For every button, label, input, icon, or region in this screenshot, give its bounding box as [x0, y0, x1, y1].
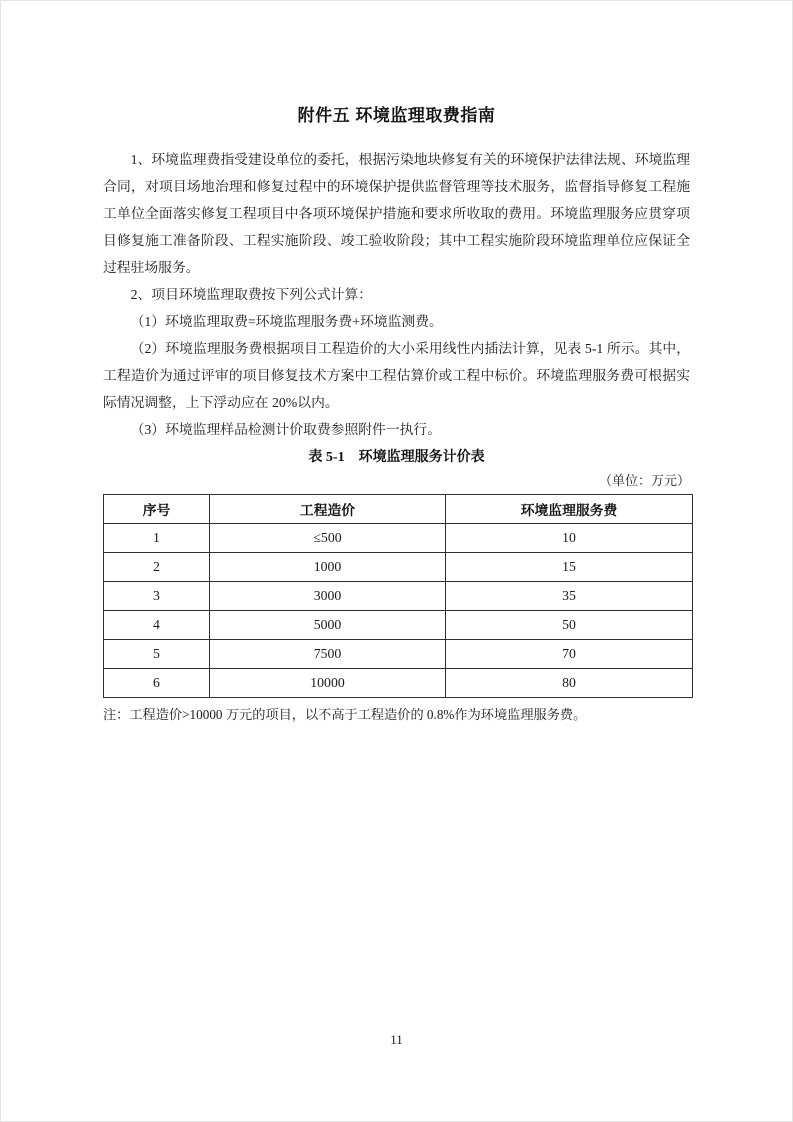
paragraph-formula-item-2: （2）环境监理服务费根据项目工程造价的大小采用线性内插法计算，见表 5-1 所示。其中，工程造价为通过评审的项目修复技术方案中工程估算价或工程中标价。环境监理服务费可根据实际情况调整，上下浮动应在 20%以内。	[103, 341, 690, 410]
cell-supervision-fee: 80	[446, 669, 693, 698]
cell-supervision-fee: 15	[446, 553, 693, 582]
table-note: 注：工程造价>10000 万元的项目，以不高于工程造价的 0.8%作为环境监理服务费。	[103, 707, 587, 722]
paragraph-formula-item-1: （1）环境监理取费=环境监理服务费+环境监测费。	[130, 314, 443, 329]
document-title: 附件五 环境监理取费指南	[297, 106, 496, 125]
cell-supervision-fee: 70	[446, 640, 693, 669]
page-number: 11	[390, 1032, 403, 1047]
paragraph-definition: 1、环境监理费指受建设单位的委托，根据污染地块修复有关的环境保护法律法规、环境监理合同，对项目场地治理和修复过程中的环境保护提供监督管理等技术服务，监督指导修复工程施工单位全面落实修复工程项目中各项环境保护措施和要求所收取的费用。环境监理服务应贯穿项目修复施工准备阶段、工程实施阶段、竣工验收阶段；其中工程实施阶段环境监理单位应保证全过程驻场服务。	[103, 152, 690, 275]
cell-supervision-fee: 35	[446, 582, 693, 611]
cell-project-cost: 3000	[210, 582, 446, 611]
service-fee-table	[103, 494, 693, 698]
column-header-index: 序号	[104, 495, 210, 524]
column-header-supervision-fee: 环境监理服务费	[446, 495, 693, 524]
column-header-project-cost: 工程造价	[210, 495, 446, 524]
cell-project-cost: 5000	[210, 611, 446, 640]
table-row	[104, 640, 693, 669]
cell-index: 3	[104, 582, 210, 611]
paragraph-formula-item-3: （3）环境监理样品检测计价取费参照附件一执行。	[130, 422, 442, 437]
table-unit-label: （单位：万元）	[598, 473, 690, 488]
table-caption: 表 5-1 环境监理服务计价表	[308, 450, 485, 465]
cell-project-cost: 1000	[210, 553, 446, 582]
cell-project-cost: 7500	[210, 640, 446, 669]
cell-index: 6	[104, 669, 210, 698]
cell-index: 1	[104, 524, 210, 553]
cell-project-cost: ≤500	[210, 524, 446, 553]
cell-index: 2	[104, 553, 210, 582]
cell-index: 4	[104, 611, 210, 640]
cell-supervision-fee: 50	[446, 611, 693, 640]
table-row	[104, 553, 693, 582]
cell-index: 5	[104, 640, 210, 669]
document-content	[1, 1, 792, 727]
paragraph-formula-intro: 2、项目环境监理取费按下列公式计算：	[130, 287, 373, 302]
cell-supervision-fee: 10	[446, 524, 693, 553]
cell-project-cost: 10000	[210, 669, 446, 698]
table-row	[104, 582, 693, 611]
table-row	[104, 669, 693, 698]
table-header-row	[104, 495, 693, 524]
table-row	[104, 524, 693, 553]
table-row	[104, 611, 693, 640]
